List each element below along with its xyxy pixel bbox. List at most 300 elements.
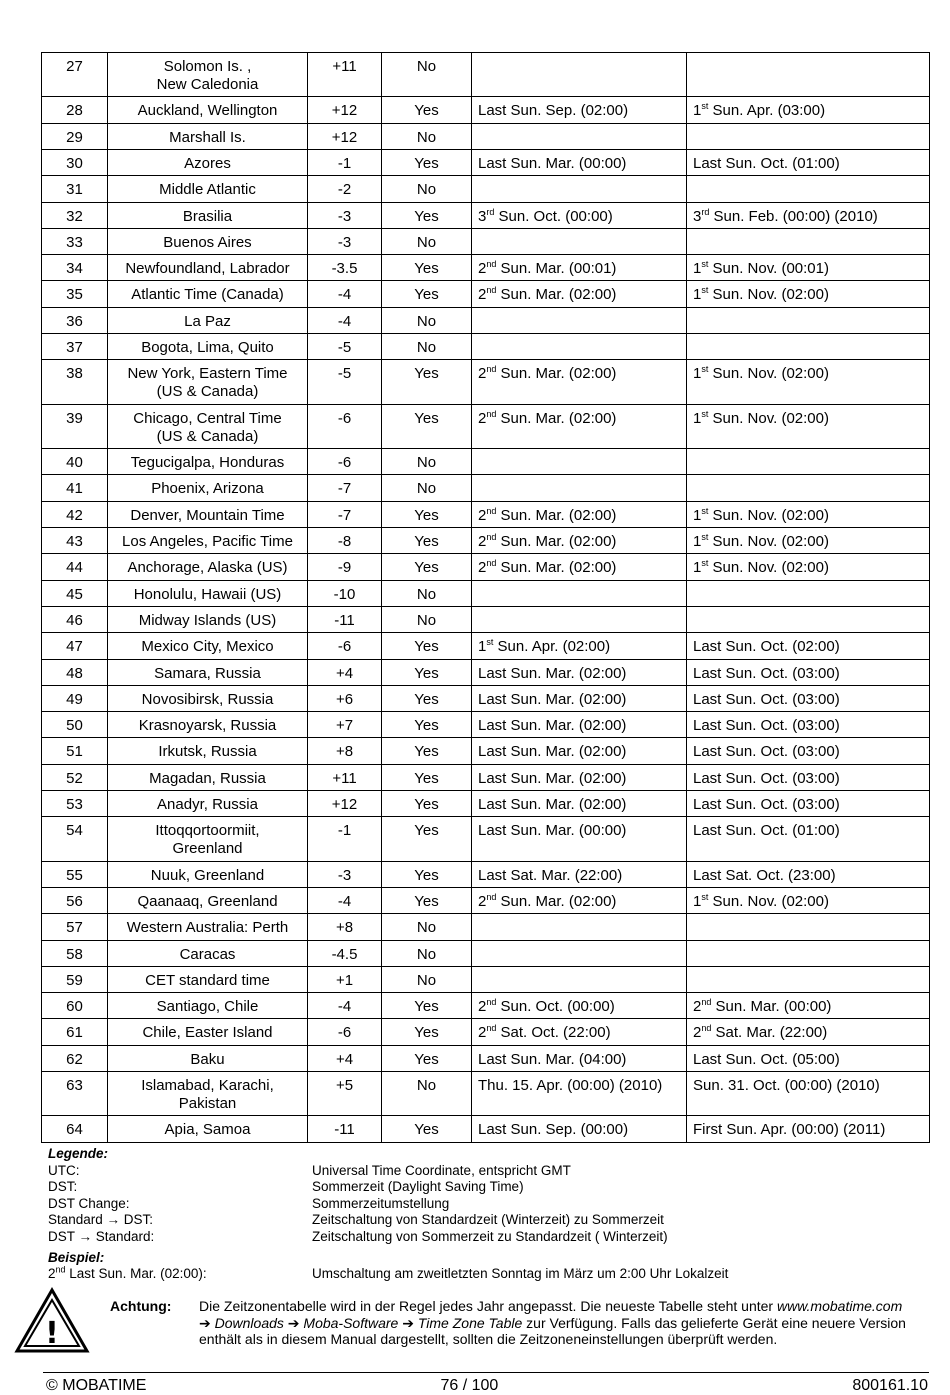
dst-flag-cell: Yes bbox=[382, 712, 472, 738]
dst-flag-cell: Yes bbox=[382, 554, 472, 580]
zone-place-cell: Auckland, Wellington bbox=[108, 97, 308, 123]
dst-start-cell: Last Sun. Sep. (00:00) bbox=[472, 1116, 687, 1142]
dst-start-cell: Last Sun. Mar. (00:00) bbox=[472, 149, 687, 175]
table-row bbox=[42, 475, 930, 501]
utc-offset-cell: -1 bbox=[308, 817, 382, 861]
ordinal-suffix: nd bbox=[486, 505, 497, 516]
dst-start-cell bbox=[472, 475, 687, 501]
dst-start-cell bbox=[472, 914, 687, 940]
zone-number-cell: 64 bbox=[42, 1116, 108, 1142]
zone-place-cell: Solomon Is. , New Caledonia bbox=[108, 53, 308, 97]
footer-page-number: 76 / 100 bbox=[440, 1377, 499, 1394]
legend-title: Legende: bbox=[48, 1146, 109, 1161]
dst-flag-cell: No bbox=[382, 307, 472, 333]
dst-flag-cell: No bbox=[382, 334, 472, 360]
table-row bbox=[42, 334, 930, 360]
dst-end-cell: 1st Sun. Apr. (03:00) bbox=[687, 97, 930, 123]
utc-offset-cell: -4 bbox=[308, 281, 382, 307]
table-row bbox=[42, 940, 930, 966]
dst-end-cell bbox=[687, 307, 930, 333]
legend-key: DST Change: bbox=[48, 1195, 130, 1211]
zone-number-cell: 55 bbox=[42, 861, 108, 887]
ordinal-suffix: st bbox=[701, 408, 709, 419]
utc-offset-cell: -7 bbox=[308, 475, 382, 501]
zone-place-cell: Islamabad, Karachi, Pakistan bbox=[108, 1072, 308, 1116]
ordinal-suffix: st bbox=[701, 558, 709, 569]
legend bbox=[48, 1146, 928, 1283]
dst-end-cell: Last Sun. Oct. (01:00) bbox=[687, 149, 930, 175]
dst-flag-cell: Yes bbox=[382, 202, 472, 228]
dst-start-cell: Last Sun. Mar. (02:00) bbox=[472, 791, 687, 817]
legend-key: UTC: bbox=[48, 1162, 80, 1178]
dst-end-cell bbox=[687, 334, 930, 360]
zone-place-cell: La Paz bbox=[108, 307, 308, 333]
dst-end-cell bbox=[687, 176, 930, 202]
dst-start-cell: 2nd Sun. Mar. (02:00) bbox=[472, 501, 687, 527]
zone-place-cell: Newfoundland, Labrador bbox=[108, 255, 308, 281]
dst-flag-cell: No bbox=[382, 606, 472, 632]
example-key bbox=[48, 1266, 312, 1283]
zone-place-cell: Irkutsk, Russia bbox=[108, 738, 308, 764]
arrow-icon: ➔ bbox=[402, 1314, 414, 1331]
zone-number-cell: 53 bbox=[42, 791, 108, 817]
ordinal-suffix: nd bbox=[486, 891, 497, 902]
utc-offset-cell: -5 bbox=[308, 360, 382, 404]
zone-place-cell: New York, Eastern Time (US & Canada) bbox=[108, 360, 308, 404]
table-row bbox=[42, 501, 930, 527]
dst-start-cell: 2nd Sun. Mar. (02:00) bbox=[472, 887, 687, 913]
dst-end-cell: 2nd Sat. Mar. (22:00) bbox=[687, 1019, 930, 1045]
zone-place-cell: Midway Islands (US) bbox=[108, 606, 308, 632]
dst-flag-cell: No bbox=[382, 966, 472, 992]
dst-flag-cell: No bbox=[382, 53, 472, 97]
dst-end-cell: Last Sun. Oct. (03:00) bbox=[687, 738, 930, 764]
dst-end-cell bbox=[687, 53, 930, 97]
ordinal-suffix: st bbox=[701, 101, 709, 112]
zone-place-cell: Brasilia bbox=[108, 202, 308, 228]
utc-offset-cell: +12 bbox=[308, 791, 382, 817]
dst-start-cell: 2nd Sun. Mar. (02:00) bbox=[472, 554, 687, 580]
zone-number-cell: 52 bbox=[42, 764, 108, 790]
zone-number-cell: 34 bbox=[42, 255, 108, 281]
utc-offset-cell: +12 bbox=[308, 123, 382, 149]
dst-end-cell: 1st Sun. Nov. (02:00) bbox=[687, 887, 930, 913]
legend-value: Zeitschaltung von Standardzeit (Winterzeit) zu Sommerzeit bbox=[312, 1212, 664, 1228]
dst-start-cell bbox=[472, 176, 687, 202]
downloads-link[interactable]: Downloads bbox=[214, 1314, 284, 1331]
dst-flag-cell: Yes bbox=[382, 255, 472, 281]
dst-end-cell bbox=[687, 606, 930, 632]
dst-flag-cell: Yes bbox=[382, 1019, 472, 1045]
zone-number-cell: 30 bbox=[42, 149, 108, 175]
utc-offset-cell: +5 bbox=[308, 1072, 382, 1116]
dst-end-cell: Last Sun. Oct. (01:00) bbox=[687, 817, 930, 861]
zone-number-cell: 31 bbox=[42, 176, 108, 202]
example-key-sup: nd bbox=[55, 1264, 66, 1275]
zone-place-cell: Denver, Mountain Time bbox=[108, 501, 308, 527]
zone-place-cell: Krasnoyarsk, Russia bbox=[108, 712, 308, 738]
utc-offset-cell: -4 bbox=[308, 993, 382, 1019]
dst-end-cell bbox=[687, 580, 930, 606]
table-row bbox=[42, 993, 930, 1019]
dst-flag-cell: Yes bbox=[382, 281, 472, 307]
ordinal-suffix: st bbox=[701, 532, 709, 543]
dst-start-cell: Thu. 15. Apr. (00:00) (2010) bbox=[472, 1072, 687, 1116]
dst-end-cell bbox=[687, 475, 930, 501]
example-key-rest: Last Sun. Mar. (02:00): bbox=[65, 1266, 207, 1282]
legend-item bbox=[48, 1196, 928, 1213]
ordinal-suffix: st bbox=[701, 364, 709, 375]
table-row bbox=[42, 281, 930, 307]
dst-start-cell: Last Sun. Mar. (04:00) bbox=[472, 1045, 687, 1071]
dst-end-cell: 1st Sun. Nov. (00:01) bbox=[687, 255, 930, 281]
legend-key: DST → Standard: bbox=[48, 1228, 155, 1244]
utc-offset-cell: +8 bbox=[308, 914, 382, 940]
dst-end-cell bbox=[687, 449, 930, 475]
dst-flag-cell: No bbox=[382, 176, 472, 202]
legend-item bbox=[48, 1212, 928, 1229]
dst-start-cell: 2nd Sun. Oct. (00:00) bbox=[472, 993, 687, 1019]
legend-item bbox=[48, 1179, 928, 1196]
dst-end-cell: Last Sun. Oct. (02:00) bbox=[687, 633, 930, 659]
dst-flag-cell: Yes bbox=[382, 659, 472, 685]
utc-offset-cell: -9 bbox=[308, 554, 382, 580]
moba-software-link[interactable]: Moba-Software bbox=[303, 1314, 399, 1331]
dst-flag-cell: Yes bbox=[382, 149, 472, 175]
dst-start-cell: 2nd Sun. Mar. (00:01) bbox=[472, 255, 687, 281]
ordinal-suffix: st bbox=[701, 285, 709, 296]
zone-number-cell: 54 bbox=[42, 817, 108, 861]
zone-place-cell: Azores bbox=[108, 149, 308, 175]
dst-start-cell: 2nd Sun. Mar. (02:00) bbox=[472, 404, 687, 448]
utc-offset-cell: +4 bbox=[308, 659, 382, 685]
utc-offset-cell: +12 bbox=[308, 97, 382, 123]
zone-number-cell: 45 bbox=[42, 580, 108, 606]
zone-number-cell: 29 bbox=[42, 123, 108, 149]
utc-offset-cell: -3 bbox=[308, 861, 382, 887]
legend-value: Sommerzeitumstellung bbox=[312, 1195, 450, 1211]
dst-end-cell: Last Sun. Oct. (03:00) bbox=[687, 791, 930, 817]
attention-note bbox=[110, 1298, 925, 1348]
dst-end-cell: 1st Sun. Nov. (02:00) bbox=[687, 528, 930, 554]
utc-offset-cell: -3.5 bbox=[308, 255, 382, 281]
table-row bbox=[42, 712, 930, 738]
utc-offset-cell: +8 bbox=[308, 738, 382, 764]
zone-number-cell: 41 bbox=[42, 475, 108, 501]
zone-place-cell: Samara, Russia bbox=[108, 659, 308, 685]
time-zone-table-body bbox=[42, 53, 930, 1143]
dst-start-cell: 2nd Sun. Mar. (02:00) bbox=[472, 360, 687, 404]
dst-flag-cell: No bbox=[382, 123, 472, 149]
zone-place-cell: Novosibirsk, Russia bbox=[108, 685, 308, 711]
zone-place-cell: Apia, Samoa bbox=[108, 1116, 308, 1142]
table-row bbox=[42, 404, 930, 448]
dst-flag-cell: No bbox=[382, 1072, 472, 1116]
dst-flag-cell: Yes bbox=[382, 791, 472, 817]
example-row bbox=[48, 1266, 928, 1283]
zone-place-cell: Marshall Is. bbox=[108, 123, 308, 149]
footer-copyright: © MOBATIME bbox=[46, 1377, 147, 1394]
ordinal-suffix: nd bbox=[486, 997, 497, 1008]
table-row bbox=[42, 764, 930, 790]
dst-end-cell: Last Sun. Oct. (03:00) bbox=[687, 712, 930, 738]
zone-number-cell: 59 bbox=[42, 966, 108, 992]
utc-offset-cell: -6 bbox=[308, 449, 382, 475]
dst-end-cell bbox=[687, 914, 930, 940]
table-row bbox=[42, 449, 930, 475]
zone-number-cell: 49 bbox=[42, 685, 108, 711]
dst-end-cell: 1st Sun. Nov. (02:00) bbox=[687, 404, 930, 448]
dst-end-cell: Sun. 31. Oct. (00:00) (2010) bbox=[687, 1072, 930, 1116]
dst-flag-cell: Yes bbox=[382, 817, 472, 861]
utc-offset-cell: -5 bbox=[308, 334, 382, 360]
dst-end-cell: 3rd Sun. Feb. (00:00) (2010) bbox=[687, 202, 930, 228]
ordinal-suffix: nd bbox=[486, 532, 497, 543]
zone-place-cell: Baku bbox=[108, 1045, 308, 1071]
utc-offset-cell: -6 bbox=[308, 633, 382, 659]
table-row bbox=[42, 633, 930, 659]
dst-end-cell: Last Sun. Oct. (03:00) bbox=[687, 685, 930, 711]
utc-offset-cell: +11 bbox=[308, 53, 382, 97]
dst-start-cell: 2nd Sun. Mar. (02:00) bbox=[472, 528, 687, 554]
warning-icon-glyph: ! bbox=[45, 1316, 59, 1351]
zone-number-cell: 40 bbox=[42, 449, 108, 475]
dst-start-cell: Last Sun. Mar. (02:00) bbox=[472, 712, 687, 738]
table-row bbox=[42, 914, 930, 940]
utc-offset-cell: -3 bbox=[308, 228, 382, 254]
zone-number-cell: 51 bbox=[42, 738, 108, 764]
dst-end-cell bbox=[687, 123, 930, 149]
footer-divider bbox=[43, 1372, 929, 1373]
zone-number-cell: 47 bbox=[42, 633, 108, 659]
ordinal-suffix: st bbox=[701, 505, 709, 516]
ordinal-suffix: rd bbox=[486, 206, 495, 217]
attention-text-1: Die Zeitzonentabelle wird in der Regel jedes Jahr angepasst. Die neueste Tabelle steht unter bbox=[199, 1298, 777, 1314]
zone-place-cell: Western Australia: Perth bbox=[108, 914, 308, 940]
zone-number-cell: 33 bbox=[42, 228, 108, 254]
example-section bbox=[48, 1250, 928, 1283]
zone-number-cell: 37 bbox=[42, 334, 108, 360]
dst-flag-cell: Yes bbox=[382, 764, 472, 790]
zone-number-cell: 60 bbox=[42, 993, 108, 1019]
dst-flag-cell: Yes bbox=[382, 1045, 472, 1071]
dst-start-cell: Last Sun. Mar. (00:00) bbox=[472, 817, 687, 861]
ordinal-suffix: st bbox=[701, 259, 709, 270]
time-zone-table bbox=[41, 52, 930, 1143]
zone-place-cell: Tegucigalpa, Honduras bbox=[108, 449, 308, 475]
dst-flag-cell: Yes bbox=[382, 993, 472, 1019]
ordinal-suffix: nd bbox=[701, 997, 712, 1008]
dst-end-cell bbox=[687, 228, 930, 254]
dst-end-cell: 1st Sun. Nov. (02:00) bbox=[687, 281, 930, 307]
dst-start-cell: 1st Sun. Apr. (02:00) bbox=[472, 633, 687, 659]
attention-text bbox=[199, 1298, 925, 1348]
table-row bbox=[42, 580, 930, 606]
table-row bbox=[42, 53, 930, 97]
table-row bbox=[42, 360, 930, 404]
utc-offset-cell: +1 bbox=[308, 966, 382, 992]
dst-start-cell bbox=[472, 53, 687, 97]
table-row bbox=[42, 887, 930, 913]
dst-flag-cell: No bbox=[382, 475, 472, 501]
legend-key: Standard → DST: bbox=[48, 1212, 154, 1228]
table-row bbox=[42, 528, 930, 554]
dst-end-cell bbox=[687, 966, 930, 992]
dst-start-cell bbox=[472, 580, 687, 606]
dst-start-cell bbox=[472, 966, 687, 992]
dst-flag-cell: No bbox=[382, 449, 472, 475]
footer-document-number: 800161.10 bbox=[852, 1377, 928, 1394]
zone-place-cell: Buenos Aires bbox=[108, 228, 308, 254]
zone-place-cell: Anadyr, Russia bbox=[108, 791, 308, 817]
utc-offset-cell: -2 bbox=[308, 176, 382, 202]
dst-end-cell: Last Sat. Oct. (23:00) bbox=[687, 861, 930, 887]
table-row bbox=[42, 1072, 930, 1116]
legend-value: Zeitschaltung von Sommerzeit zu Standardzeit ( Winterzeit) bbox=[312, 1228, 668, 1244]
utc-offset-cell: -4.5 bbox=[308, 940, 382, 966]
time-zone-table-link[interactable]: Time Zone Table bbox=[417, 1314, 523, 1331]
legend-item bbox=[48, 1229, 928, 1246]
zone-place-cell: Middle Atlantic bbox=[108, 176, 308, 202]
dst-start-cell bbox=[472, 449, 687, 475]
utc-offset-cell: -4 bbox=[308, 887, 382, 913]
table-row bbox=[42, 966, 930, 992]
legend-key: DST: bbox=[48, 1179, 78, 1195]
utc-offset-cell: -7 bbox=[308, 501, 382, 527]
table-row bbox=[42, 554, 930, 580]
dst-end-cell: 1st Sun. Nov. (02:00) bbox=[687, 501, 930, 527]
dst-start-cell: Last Sun. Mar. (02:00) bbox=[472, 685, 687, 711]
ordinal-suffix: nd bbox=[486, 364, 497, 375]
zone-number-cell: 50 bbox=[42, 712, 108, 738]
attention-text-2: zur Verfügung. Falls das gelieferte Gerät eine neuere Version enthält als in diesem Manual dargestellt, sollten die Zeitzoneneinstellungen überprüft werden. bbox=[199, 1314, 906, 1348]
zone-place-cell: Santiago, Chile bbox=[108, 993, 308, 1019]
dst-start-cell: 2nd Sat. Oct. (22:00) bbox=[472, 1019, 687, 1045]
dst-flag-cell: Yes bbox=[382, 1116, 472, 1142]
table-row bbox=[42, 97, 930, 123]
utc-offset-cell: +11 bbox=[308, 764, 382, 790]
dst-end-cell: 1st Sun. Nov. (02:00) bbox=[687, 360, 930, 404]
zone-number-cell: 28 bbox=[42, 97, 108, 123]
dst-start-cell bbox=[472, 228, 687, 254]
zone-number-cell: 35 bbox=[42, 281, 108, 307]
utc-offset-cell: +6 bbox=[308, 685, 382, 711]
table-row bbox=[42, 149, 930, 175]
example-value: Umschaltung am zweitletzten Sonntag im März um 2:00 Uhr Lokalzeit bbox=[312, 1266, 729, 1282]
zone-place-cell: Mexico City, Mexico bbox=[108, 633, 308, 659]
zone-number-cell: 56 bbox=[42, 887, 108, 913]
dst-flag-cell: Yes bbox=[382, 97, 472, 123]
dst-start-cell: Last Sun. Mar. (02:00) bbox=[472, 764, 687, 790]
zone-number-cell: 39 bbox=[42, 404, 108, 448]
zone-place-cell: Honolulu, Hawaii (US) bbox=[108, 580, 308, 606]
dst-flag-cell: Yes bbox=[382, 861, 472, 887]
zone-place-cell: Anchorage, Alaska (US) bbox=[108, 554, 308, 580]
table-row bbox=[42, 606, 930, 632]
zone-number-cell: 61 bbox=[42, 1019, 108, 1045]
table-row bbox=[42, 255, 930, 281]
utc-offset-cell: +4 bbox=[308, 1045, 382, 1071]
dst-flag-cell: Yes bbox=[382, 887, 472, 913]
dst-flag-cell: Yes bbox=[382, 501, 472, 527]
dst-flag-cell: Yes bbox=[382, 528, 472, 554]
ordinal-suffix: nd bbox=[486, 558, 497, 569]
dst-end-cell: 2nd Sun. Mar. (00:00) bbox=[687, 993, 930, 1019]
zone-place-cell: Magadan, Russia bbox=[108, 764, 308, 790]
table-row bbox=[42, 685, 930, 711]
utc-offset-cell: -11 bbox=[308, 606, 382, 632]
zone-number-cell: 48 bbox=[42, 659, 108, 685]
table-row bbox=[42, 817, 930, 861]
zone-place-cell: Chile, Easter Island bbox=[108, 1019, 308, 1045]
dst-end-cell: Last Sun. Oct. (05:00) bbox=[687, 1045, 930, 1071]
utc-offset-cell: -6 bbox=[308, 1019, 382, 1045]
ordinal-suffix: nd bbox=[486, 285, 497, 296]
ordinal-suffix: rd bbox=[701, 206, 710, 217]
zone-number-cell: 43 bbox=[42, 528, 108, 554]
table-row bbox=[42, 861, 930, 887]
zone-number-cell: 62 bbox=[42, 1045, 108, 1071]
zone-place-cell: Ittoqqortoormiit, Greenland bbox=[108, 817, 308, 861]
page-footer bbox=[46, 1377, 928, 1395]
legend-item bbox=[48, 1163, 928, 1180]
dst-flag-cell: No bbox=[382, 228, 472, 254]
ordinal-suffix: nd bbox=[701, 1023, 712, 1034]
dst-start-cell bbox=[472, 307, 687, 333]
dst-flag-cell: Yes bbox=[382, 685, 472, 711]
zone-number-cell: 36 bbox=[42, 307, 108, 333]
dst-flag-cell: No bbox=[382, 580, 472, 606]
dst-end-cell: Last Sun. Oct. (03:00) bbox=[687, 659, 930, 685]
ordinal-suffix: nd bbox=[486, 1023, 497, 1034]
arrow-icon: ➔ bbox=[287, 1314, 300, 1331]
zone-place-cell: CET standard time bbox=[108, 966, 308, 992]
dst-end-cell: First Sun. Apr. (00:00) (2011) bbox=[687, 1116, 930, 1142]
zone-number-cell: 63 bbox=[42, 1072, 108, 1116]
zone-place-cell: Nuuk, Greenland bbox=[108, 861, 308, 887]
dst-flag-cell: No bbox=[382, 940, 472, 966]
zone-place-cell: Atlantic Time (Canada) bbox=[108, 281, 308, 307]
zone-number-cell: 44 bbox=[42, 554, 108, 580]
ordinal-suffix: st bbox=[701, 891, 709, 902]
table-row bbox=[42, 228, 930, 254]
table-row bbox=[42, 738, 930, 764]
dst-start-cell bbox=[472, 334, 687, 360]
dst-flag-cell: Yes bbox=[382, 738, 472, 764]
zone-number-cell: 38 bbox=[42, 360, 108, 404]
utc-offset-cell: -6 bbox=[308, 404, 382, 448]
zone-number-cell: 27 bbox=[42, 53, 108, 97]
utc-offset-cell: -1 bbox=[308, 149, 382, 175]
legend-value: Universal Time Coordinate, entspricht GMT bbox=[312, 1162, 571, 1178]
example-key-prefix: 2 bbox=[48, 1266, 56, 1282]
arrow-icon: ➔ bbox=[199, 1314, 211, 1331]
zone-place-cell: Chicago, Central Time (US & Canada) bbox=[108, 404, 308, 448]
dst-start-cell: Last Sun. Mar. (02:00) bbox=[472, 659, 687, 685]
zone-place-cell: Caracas bbox=[108, 940, 308, 966]
attention-label: Achtung: bbox=[110, 1298, 172, 1314]
zone-number-cell: 42 bbox=[42, 501, 108, 527]
zone-number-cell: 32 bbox=[42, 202, 108, 228]
mobatime-url-link[interactable]: www.mobatime.com bbox=[776, 1298, 903, 1314]
zone-place-cell: Phoenix, Arizona bbox=[108, 475, 308, 501]
utc-offset-cell: -11 bbox=[308, 1116, 382, 1142]
table-row bbox=[42, 1045, 930, 1071]
dst-start-cell: Last Sun. Mar. (02:00) bbox=[472, 738, 687, 764]
table-row bbox=[42, 1019, 930, 1045]
legend-value: Sommerzeit (Daylight Saving Time) bbox=[312, 1179, 524, 1195]
ordinal-suffix: st bbox=[486, 637, 494, 648]
